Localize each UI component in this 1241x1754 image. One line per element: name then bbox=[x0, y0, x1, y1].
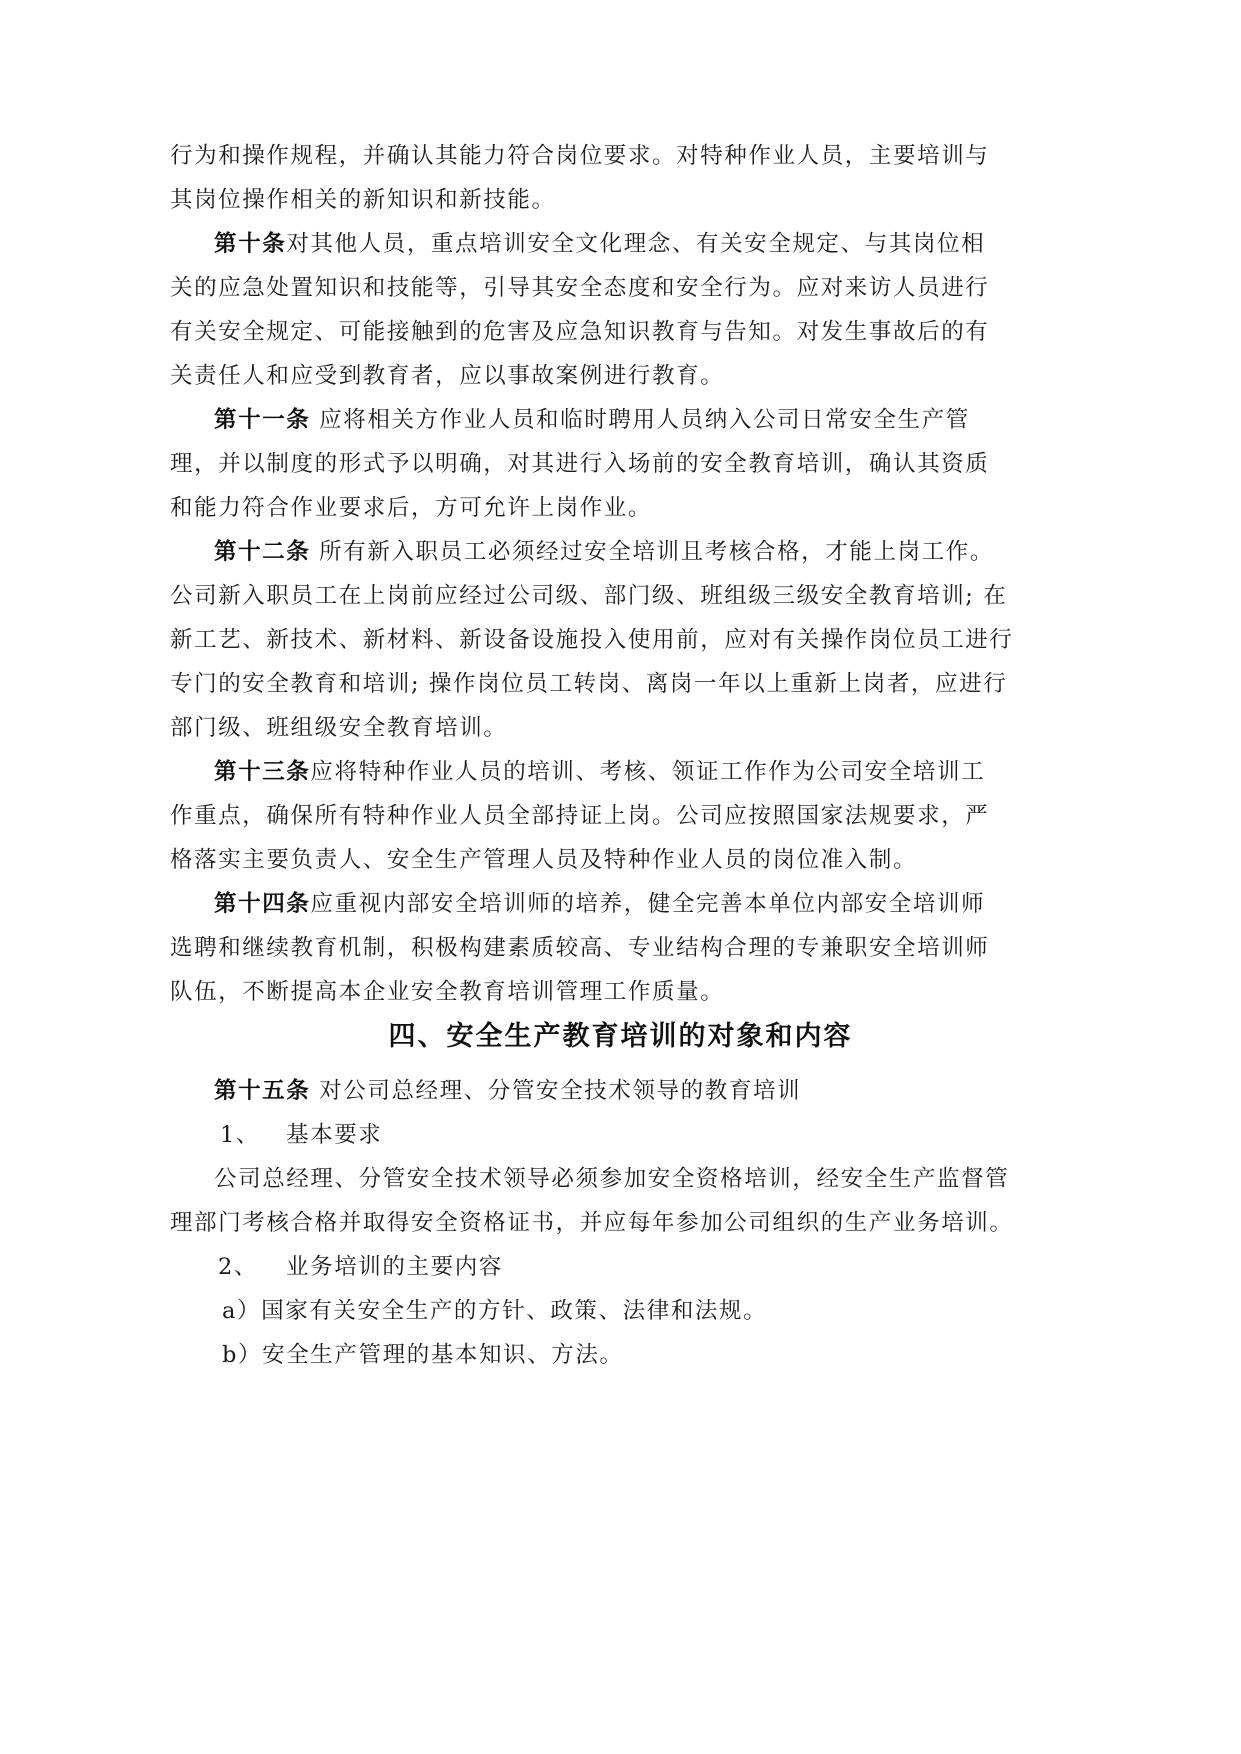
doc-line-5: 有关安全规定、可能接触到的危害及应急知识教育与告知。对发生事故后的有 bbox=[170, 319, 990, 345]
doc-line-14: 部门级、班组级安全教育培训。 bbox=[170, 715, 508, 741]
article-14-label: 第十四条 bbox=[214, 891, 311, 917]
doc-line-17: 格落实主要负责人、安全生产管理人员及特种作业人员的岗位准入制。 bbox=[170, 847, 918, 873]
section-heading: 四、安全生产教育培训的对象和内容 bbox=[388, 1021, 853, 1052]
sub-item-b: b）安全生产管理的基本知识、方法。 bbox=[222, 1342, 624, 1368]
article-12-line-1: 第十二条 所有新入职员工必须经过安全培训且考核合格，才能上岗工作。 bbox=[214, 539, 994, 565]
article-14-line-1: 第十四条应重视内部安全培训师的培养，健全完善本单位内部安全培训师 bbox=[214, 891, 986, 917]
doc-line-12: 新工艺、新技术、新材料、新设备设施投入使用前，应对有关操作岗位员工进行 bbox=[170, 627, 1014, 653]
article-11-label: 第十一条 bbox=[214, 407, 311, 433]
item-1-label: 基本要求 bbox=[286, 1122, 383, 1148]
item-1-body-line-1: 公司总经理、分管安全技术领导必须参加安全资格培训，经安全生产监督管 bbox=[214, 1166, 1010, 1192]
doc-line-9: 和能力符合作业要求后，方可允许上岗作业。 bbox=[170, 495, 653, 521]
item-1-body-line-2: 理部门考核合格并取得安全资格证书，并应每年参加公司组织的生产业务培训。 bbox=[170, 1210, 1014, 1236]
doc-line-8: 理，并以制度的形式予以明确，对其进行入场前的安全教育培训，确认其资质 bbox=[170, 451, 990, 477]
doc-line-1: 行为和操作规程，并确认其能力符合岗位要求。对特种作业人员，主要培训与 bbox=[170, 143, 990, 169]
item-1-marker: 1、 bbox=[220, 1122, 261, 1148]
doc-line-19: 选聘和继续教育机制，积极构建素质较高、专业结构合理的专兼职安全培训师 bbox=[170, 935, 990, 961]
doc-line-13: 专门的安全教育和培训; 操作岗位员工转岗、离岗一年以上重新上岗者，应进行 bbox=[170, 671, 1008, 697]
item-2-heading bbox=[218, 1252, 1241, 1282]
article-15-label: 第十五条 bbox=[214, 1078, 311, 1104]
sub-item-a: a）国家有关安全生产的方针、政策、法律和法规。 bbox=[222, 1298, 768, 1324]
item-2-label: 业务培训的主要内容 bbox=[286, 1254, 503, 1280]
doc-line-6: 关责任人和应受到教育者，应以事故案例进行教育。 bbox=[170, 363, 725, 389]
item-1-heading bbox=[220, 1120, 1241, 1150]
article-10-label: 第十条 bbox=[214, 231, 287, 257]
article-15-line: 第十五条 对公司总经理、分管安全技术领导的教育培训 bbox=[214, 1078, 802, 1104]
article-10-line-1: 第十条对其他人员，重点培训安全文化理念、有关安全规定、与其岗位相 bbox=[214, 231, 986, 257]
article-13-line-1: 第十三条应将特种作业人员的培训、考核、领证工作作为公司安全培训工 bbox=[214, 759, 986, 785]
article-12-label: 第十二条 bbox=[214, 539, 311, 565]
doc-line-4: 关的应急处置知识和技能等，引导其安全态度和安全行为。应对来访人员进行 bbox=[170, 275, 990, 301]
doc-line-16: 作重点，确保所有特种作业人员全部持证上岗。公司应按照国家法规要求，严 bbox=[170, 803, 990, 829]
article-11-line-1: 第十一条 应将相关方作业人员和临时聘用人员纳入公司日常安全生产管 bbox=[214, 407, 970, 433]
article-13-label: 第十三条 bbox=[214, 759, 311, 785]
doc-line-2: 其岗位操作相关的新知识和新技能。 bbox=[170, 187, 556, 213]
item-2-marker: 2、 bbox=[218, 1254, 259, 1280]
doc-line-20: 队伍，不断提高本企业安全教育培训管理工作质量。 bbox=[170, 979, 725, 1005]
doc-line-11: 公司新入职员工在上岗前应经过公司级、部门级、班组级三级安全教育培训; 在 bbox=[170, 583, 1008, 609]
